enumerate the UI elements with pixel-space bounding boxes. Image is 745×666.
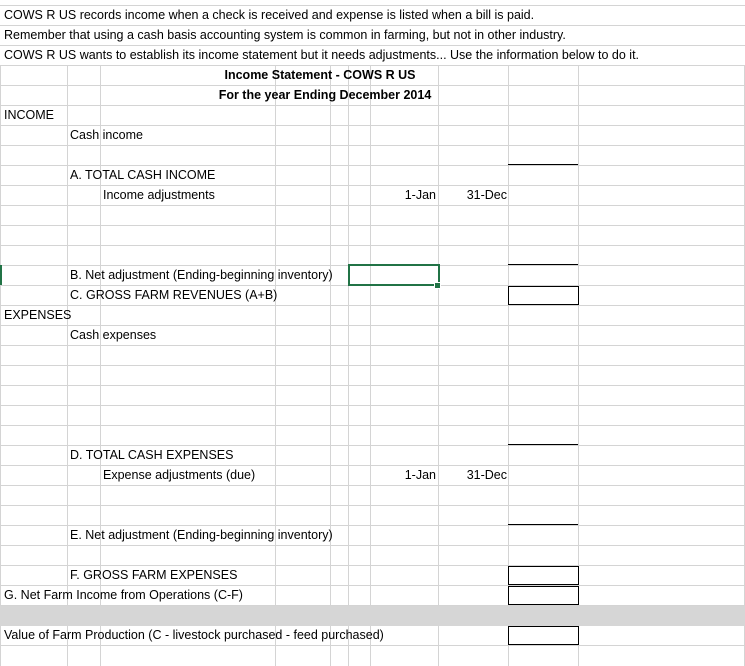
intro-line-3[interactable]: COWS R US wants to establish its income statement but it needs adjustments... Use the information below to do it.	[4, 48, 640, 62]
income-net-adjustment-label[interactable]: B. Net adjustment (Ending-beginning inventory)	[70, 268, 333, 282]
net-farm-income-box[interactable]	[508, 586, 579, 605]
cash-income-label[interactable]: Cash income	[70, 128, 143, 142]
intro-line-2[interactable]: Remember that using a cash basis accounting system is common in farming, but not in other industry.	[4, 28, 566, 42]
gross-revenues-box[interactable]	[508, 286, 579, 305]
expense-adjustments-label[interactable]: Expense adjustments (due)	[103, 468, 256, 482]
expense-dec-header[interactable]: 31-Dec	[466, 468, 507, 482]
expense-net-adjustment-underline	[508, 524, 578, 525]
expenses-header[interactable]: EXPENSES	[4, 308, 72, 322]
gross-expenses-label[interactable]: F. GROSS FARM EXPENSES	[70, 568, 238, 582]
total-cash-expenses-label[interactable]: D. TOTAL CASH EXPENSES	[70, 448, 234, 462]
selected-cell[interactable]	[348, 264, 440, 286]
net-adjustment-underline	[508, 264, 578, 265]
intro-line-1[interactable]: COWS R US records income when a check is received and expense is listed when a bill is paid.	[4, 8, 535, 22]
total-cash-income-label[interactable]: A. TOTAL CASH INCOME	[70, 168, 216, 182]
statement-subtitle[interactable]: For the year Ending December 2014	[218, 88, 432, 102]
value-of-production-label[interactable]: Value of Farm Production (C - livestock purchased - feed purchased)	[4, 628, 384, 642]
cash-expenses-label[interactable]: Cash expenses	[70, 328, 157, 342]
row-selection-indicator	[0, 265, 2, 285]
expense-jan-header[interactable]: 1-Jan	[404, 468, 436, 482]
total-cash-income-underline	[508, 164, 578, 165]
income-adjustments-label[interactable]: Income adjustments	[103, 188, 215, 202]
income-jan-header[interactable]: 1-Jan	[404, 188, 436, 202]
fill-handle[interactable]	[434, 282, 441, 289]
gross-expenses-box[interactable]	[508, 566, 579, 585]
shaded-row	[0, 606, 745, 626]
net-farm-income-label[interactable]: G. Net Farm Income from Operations (C-F)	[4, 588, 243, 602]
expense-net-adjustment-label[interactable]: E. Net adjustment (Ending-beginning inventory)	[70, 528, 333, 542]
income-dec-header[interactable]: 31-Dec	[466, 188, 507, 202]
statement-title[interactable]: Income Statement - COWS R US	[224, 68, 416, 82]
income-header[interactable]: INCOME	[4, 108, 54, 122]
total-cash-expenses-underline	[508, 444, 578, 445]
gross-revenues-label[interactable]: C. GROSS FARM REVENUES (A+B)	[70, 288, 278, 302]
value-of-production-box[interactable]	[508, 626, 579, 645]
